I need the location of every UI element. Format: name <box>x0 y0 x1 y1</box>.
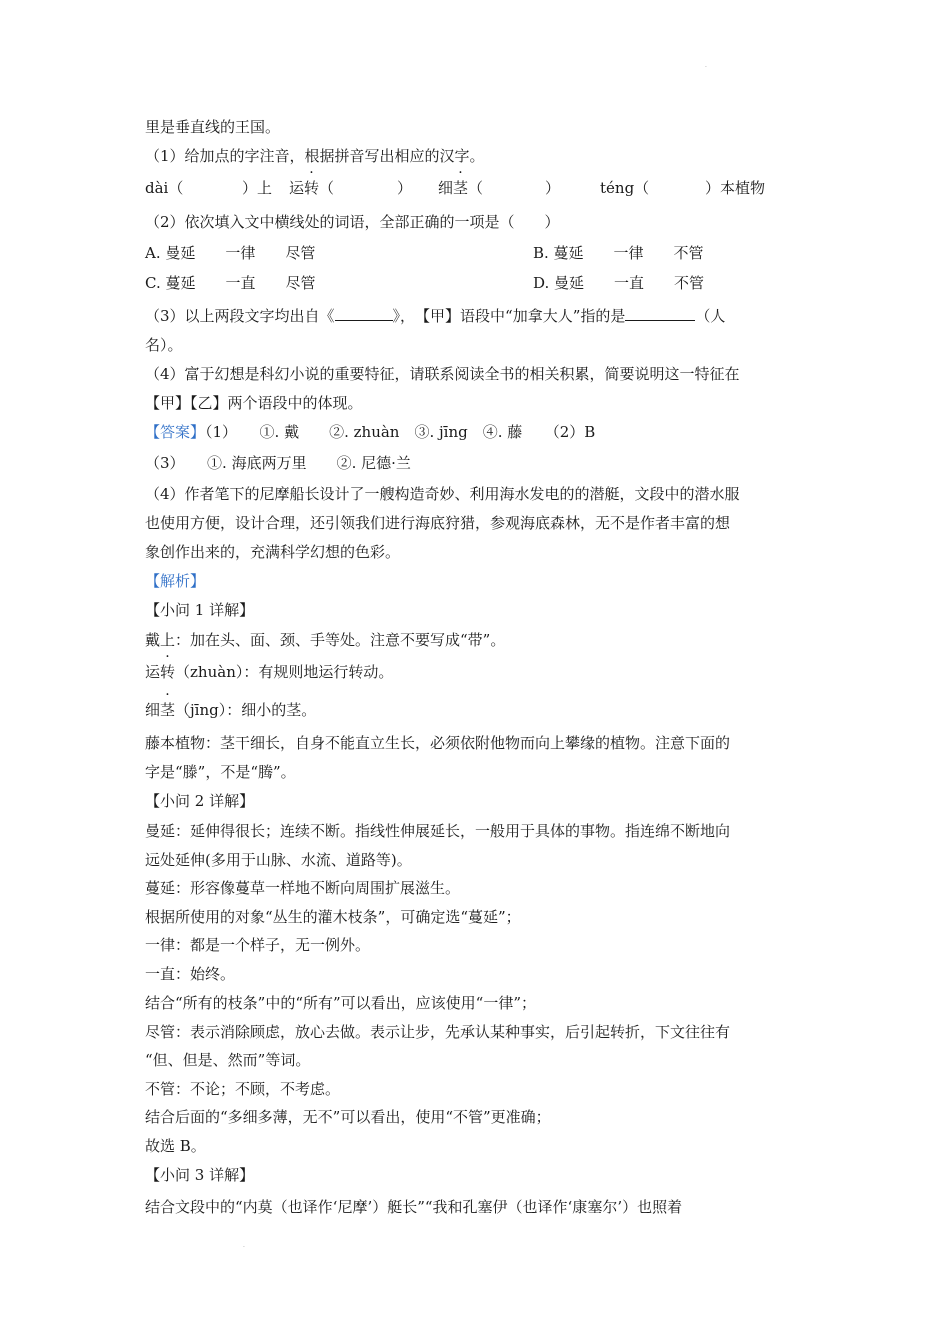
option-b: B. 蔓延 一律 不管 <box>533 244 704 262</box>
explanation-line: 一直：始终。 <box>145 965 236 983</box>
explanation-line: 运转（zhuàn）：有规则地运行转动。 <box>145 663 394 681</box>
answer-blank <box>335 305 393 321</box>
dotted-char: 茎 <box>453 179 469 197</box>
explanation-line: 戴上：加在头、面、颈、手等处。注意不要写成“带”。 <box>145 631 506 649</box>
option-a: A. 曼延 一律 尽管 <box>145 244 316 262</box>
question-2: （2）依次填入文中横线处的词语，全部正确的一项是（ ） <box>145 213 560 231</box>
question-1: （1）给加点的字注音，根据拼音写出相应的汉字。 <box>145 147 485 165</box>
answer-row-4: 象创作出来的，充满科学幻想的色彩。 <box>145 543 401 561</box>
explanation-line: 不管：不论；不顾，不考虑。 <box>145 1080 341 1098</box>
dotted-char: 茎 <box>160 701 176 719</box>
answer-row-1: 【答案】（1） ①. 戴 ②. zhuàn ③. jīng ④. 藤 （2）B <box>145 423 596 441</box>
text-line: 【甲】【乙】两个语段中的体现。 <box>145 394 363 412</box>
answer-label: 【答案】 <box>145 423 206 441</box>
text-line: 里是垂直线的王国。 <box>145 118 281 136</box>
option-d: D. 曼延 一直 不管 <box>533 274 705 292</box>
analysis-label: 【解析】 <box>145 572 206 590</box>
explanation-line: 结合文段中的“内莫（也译作‘尼摩’）艇长”“我和孔塞伊（也译作‘康塞尔’）也照着 <box>145 1198 683 1216</box>
blank-4-pinyin: téng（ <box>600 179 650 197</box>
corner-mark: · <box>705 64 707 71</box>
answer-row-3: （3） ①. 海底两万里 ②. 尼德·兰 <box>145 454 411 472</box>
section-heading: 【小问 3 详解】 <box>145 1166 255 1184</box>
explanation-line: 结合后面的“多细多薄，无不”可以看出，使用“不管”更准确； <box>145 1108 551 1126</box>
blank-1-close: ）上 <box>242 179 273 197</box>
dotted-char: 转 <box>160 663 176 681</box>
explanation-line: 蔓延：形容像蔓草一样地不断向周围扩展滋生。 <box>145 879 461 897</box>
answer-blank <box>625 305 695 321</box>
blank-2: 运转（ <box>289 179 335 197</box>
explanation-line: “但、但是、然而”等词。 <box>145 1051 311 1069</box>
blank-4-close: ）本植物 <box>705 179 766 197</box>
explanation-line: 字是“滕”，不是“腾”。 <box>145 763 296 781</box>
explanation-line: 结合“所有的枝条”中的“所有”可以看出，应该使用“一律”； <box>145 994 537 1012</box>
answer-row-4: 也使用方便，设计合理，还引领我们进行海底狩猎，参观海底森林，无不是作者丰富的想 <box>145 514 731 532</box>
question-1-blanks <box>145 178 805 200</box>
explanation-line: 根据所使用的对象“丛生的灌木枝条”，可确定选“蔓延”； <box>145 908 521 926</box>
answer-row-4: （4）作者笔下的尼摩船长设计了一艘构造奇妙、利用海水发电的的潜艇，文段中的潜水服 <box>145 485 740 503</box>
explanation-line: 细茎（jīng）：细小的茎。 <box>145 701 317 719</box>
explanation-line: 尽管：表示消除顾虑，放心去做。表示让步，先承认某种事实，后引起转折，下文往往有 <box>145 1023 731 1041</box>
corner-mark: · <box>243 1244 245 1251</box>
question-3: （3）以上两段文字均出自《 》， 【甲】语段中“加拿大人”指的是 （人 <box>145 307 726 325</box>
section-heading: 【小问 2 详解】 <box>145 792 255 810</box>
dotted-char: 转 <box>304 179 320 197</box>
explanation-line: 曼延：延伸得很长；连续不断。指线性伸展延长，一般用于具体的事物。指连绵不断地向 <box>145 822 731 840</box>
explanation-line: 远处延伸(多用于山脉、水流、道路等)。 <box>145 851 412 869</box>
section-heading: 【小问 1 详解】 <box>145 601 255 619</box>
explanation-line: 藤本植物：茎干细长，自身不能直立生长，必须依附他物而向上攀缘的植物。注意下面的 <box>145 734 731 752</box>
explanation-line: 一律：都是一个样子，无一例外。 <box>145 936 371 954</box>
blank-3: 细茎（ <box>438 179 484 197</box>
text-line: 名）。 <box>145 336 183 354</box>
explanation-line: 故选 B。 <box>145 1137 206 1155</box>
blank-3-close: ） <box>545 179 561 197</box>
blank-2-close: ） <box>397 179 413 197</box>
question-4: （4）富于幻想是科幻小说的重要特征，请联系阅读全书的相关积累，简要说明这一特征在 <box>145 365 740 383</box>
blank-1-pinyin: dài（ <box>145 179 184 197</box>
option-c: C. 蔓延 一直 尽管 <box>145 274 316 292</box>
